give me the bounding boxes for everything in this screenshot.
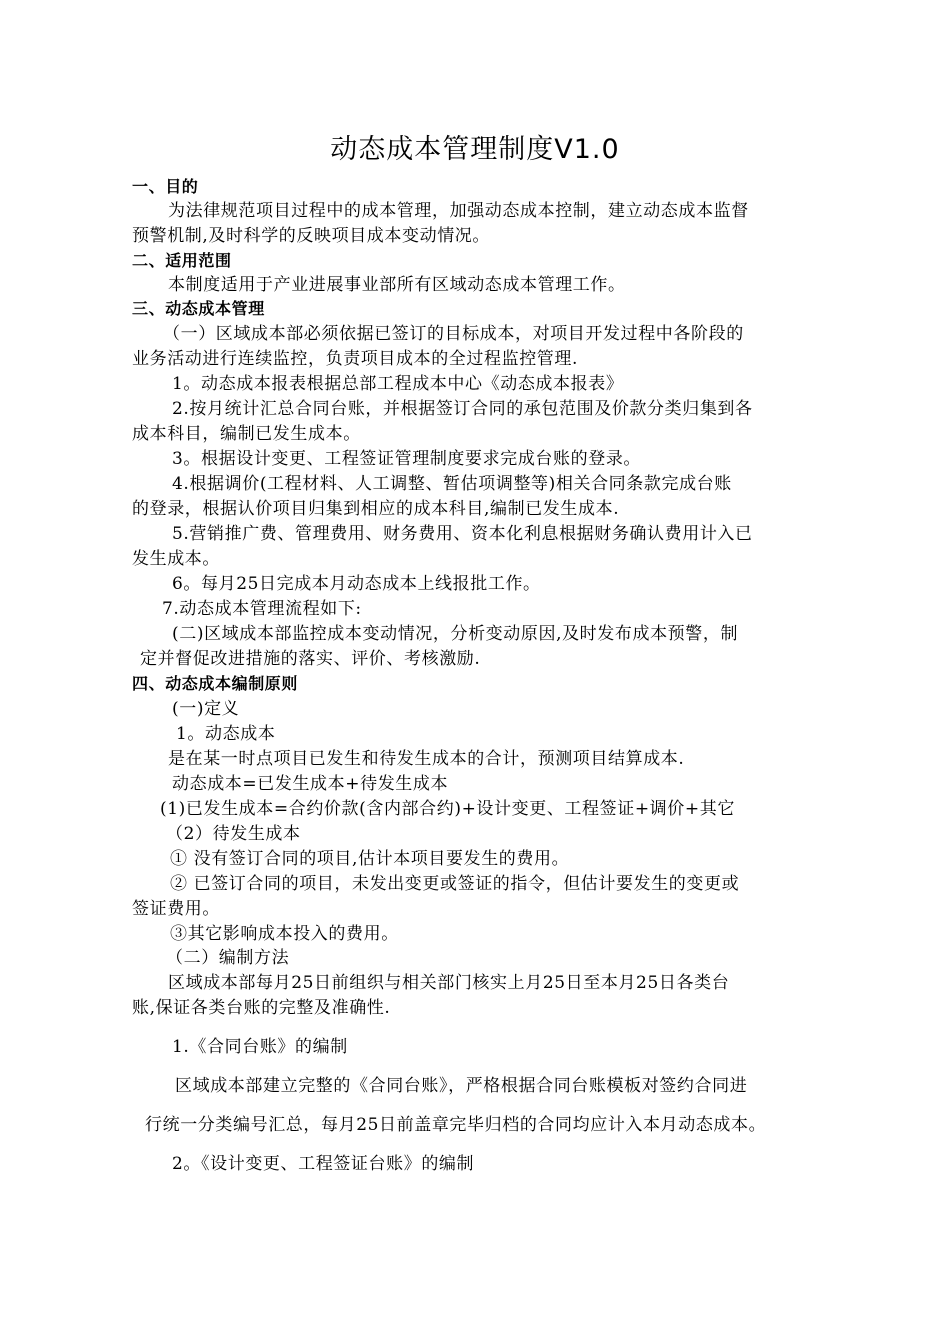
heading-1: 一、目的 — [132, 177, 199, 196]
heading-3: 三、动态成本管理 — [132, 299, 265, 318]
paragraph-line: 账,保证各类台账的完整及准确性. — [132, 998, 391, 1018]
heading-4: 四、动态成本编制原则 — [132, 674, 299, 693]
paragraph-line: 5.营销推广费、管理费用、财务费用、资本化利息根据财务确认费用计入已 — [172, 524, 753, 544]
heading-2: 二、适用范围 — [132, 251, 232, 270]
paragraph-line: ③其它影响成本投入的费用。 — [170, 924, 399, 944]
paragraph-line: 定并督促改进措施的落实、评价、考核激励. — [140, 649, 481, 669]
paragraph-line: (一)定义 — [172, 699, 240, 719]
paragraph-line: 是在某一时点项目已发生和待发生成本的合计，预测项目结算成本. — [168, 749, 685, 769]
paragraph-line: 区域成本部每月25日前组织与相关部门核实上月25日至本月25日各类台 — [168, 973, 730, 993]
paragraph-line: 行统一分类编号汇总，每月25日前盖章完毕归档的合同均应计入本月动态成本。 — [145, 1115, 767, 1135]
paragraph-line: 本制度适用于产业进展事业部所有区域动态成本管理工作。 — [168, 275, 626, 295]
paragraph-line: 7.动态成本管理流程如下: — [162, 599, 362, 619]
paragraph-line: (1)已发生成本=合约价款(含内部合约)+设计变更、工程签证+调价+其它 — [160, 799, 735, 819]
paragraph-line: 3。根据设计变更、工程签证管理制度要求完成台账的登录。 — [172, 449, 642, 469]
document-title: 动态成本管理制度V1.0 — [330, 134, 620, 165]
paragraph-line: （一）区域成本部必须依据已签订的目标成本，对项目开发过程中各阶段的 — [163, 324, 744, 344]
paragraph-line: （二）编制方法 — [166, 948, 290, 968]
paragraph-line: 6。每月25日完成本月动态成本上线报批工作。 — [172, 574, 541, 594]
paragraph-line: 的登录，根据认价项目归集到相应的成本科目,编制已发生成本. — [132, 499, 620, 519]
paragraph-line: 1。动态成本报表根据总部工程成本中心《动态成本报表》 — [172, 374, 624, 394]
paragraph-line: 1.《合同台账》的编制 — [172, 1037, 348, 1057]
paragraph-line: （2）待发生成本 — [166, 824, 301, 844]
paragraph-line: 成本科目，编制已发生成本。 — [132, 424, 361, 444]
paragraph-line: ① 没有签订合同的项目,估计本项目要发生的费用。 — [170, 849, 570, 869]
paragraph-line: 签证费用。 — [132, 899, 220, 919]
paragraph-line: 发生成本。 — [132, 549, 220, 569]
paragraph-line: 为法律规范项目过程中的成本管理，加强动态成本控制，建立动态成本监督 — [168, 201, 749, 221]
paragraph-line: 4.根据调价(工程材料、人工调整、暂估项调整等)相关合同条款完成台账 — [172, 474, 732, 494]
paragraph-line: 1。动态成本 — [176, 724, 276, 744]
paragraph-line: 预警机制,及时科学的反映项目成本变动情况。 — [132, 226, 491, 246]
paragraph-line: 动态成本=已发生成本+待发生成本 — [172, 774, 449, 794]
paragraph-line: 业务活动进行连续监控，负责项目成本的全过程监控管理. — [132, 349, 579, 369]
paragraph-line: 2.按月统计汇总合同台账，并根据签订合同的承包范围及价款分类归集到各 — [172, 399, 753, 419]
paragraph-line: 区域成本部建立完整的《合同台账》，严格根据合同台账模板对签约合同进 — [175, 1076, 748, 1096]
paragraph-line: 2。《设计变更、工程签证台账》的编制 — [172, 1154, 475, 1174]
paragraph-line: (二)区域成本部监控成本变动情况，分析变动原因,及时发布成本预警，制 — [172, 624, 739, 644]
paragraph-line: ② 已签订合同的项目，未发出变更或签证的指令，但估计要发生的变更或 — [170, 874, 740, 894]
